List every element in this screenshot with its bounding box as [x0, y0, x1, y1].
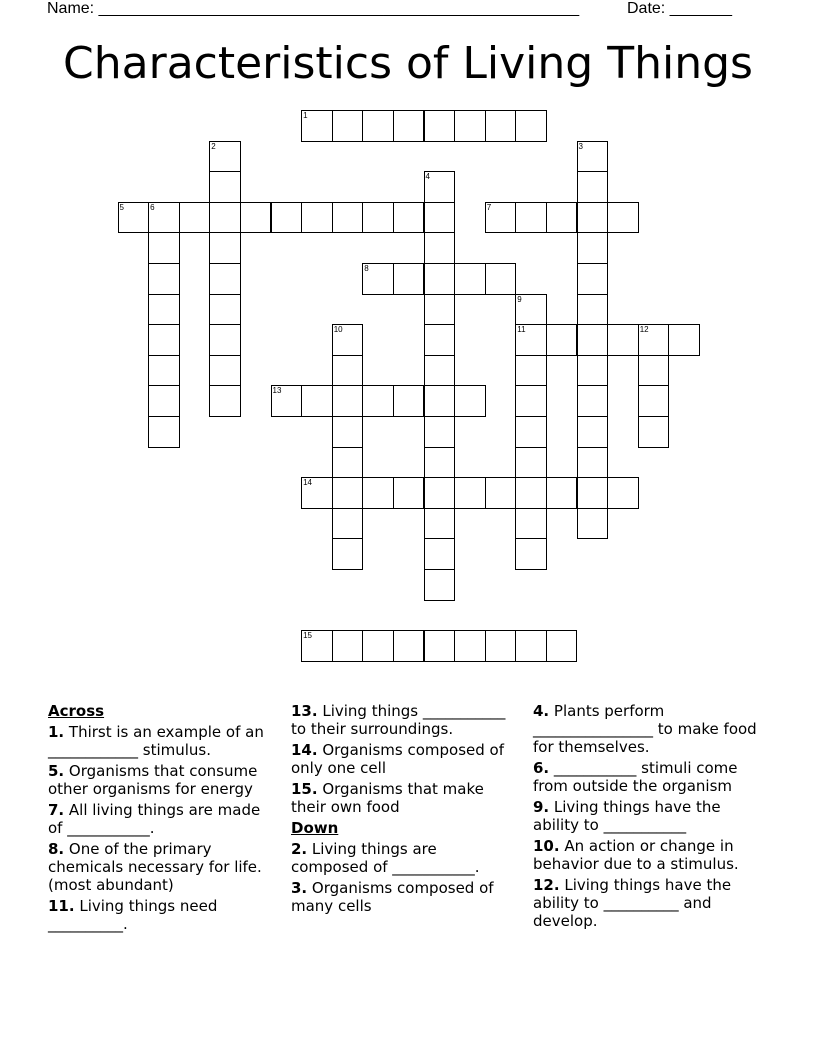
- across-clues-list: [48, 723, 273, 933]
- clues-column-2: [291, 702, 511, 918]
- grid-cell[interactable]: [332, 630, 364, 662]
- grid-cell[interactable]: [393, 477, 425, 509]
- grid-cell[interactable]: [577, 355, 609, 387]
- clue-num: 14.: [291, 741, 318, 759]
- grid-cell[interactable]: [577, 263, 609, 295]
- grid-cell[interactable]: [148, 232, 180, 264]
- grid-cell[interactable]: [515, 110, 547, 142]
- grid-cell[interactable]: [209, 202, 241, 234]
- clue-number-1: 1: [303, 111, 308, 120]
- clue-number-11: 11: [517, 325, 526, 335]
- grid-cell[interactable]: [148, 385, 180, 417]
- across-header: Across: [48, 702, 105, 720]
- grid-cell[interactable]: [393, 202, 425, 234]
- clue-item: [291, 780, 511, 816]
- clue-num: 3.: [291, 879, 308, 897]
- grid-cell[interactable]: [148, 416, 180, 448]
- grid-cell[interactable]: [485, 110, 517, 142]
- grid-cell[interactable]: [424, 110, 456, 142]
- grid-cell[interactable]: [424, 263, 456, 295]
- clue-num: 1.: [48, 723, 65, 741]
- grid-cell[interactable]: [515, 202, 547, 234]
- grid-cell[interactable]: [454, 477, 486, 509]
- grid-cell[interactable]: [515, 416, 547, 448]
- clue-number-14: 14: [303, 478, 312, 488]
- clue-number-2: 2: [211, 141, 216, 151]
- clue-text: All living things are made of ___________.: [48, 801, 261, 837]
- clue-item: [533, 702, 768, 756]
- clue-text: Plants perform ________________ to make food for themselves.: [533, 702, 757, 756]
- grid-cell[interactable]: [393, 385, 425, 417]
- grid-cell[interactable]: [332, 355, 364, 387]
- grid-cell[interactable]: [332, 447, 364, 479]
- clue-text: ___________ stimuli come from outside the organism: [533, 759, 738, 795]
- grid-cell[interactable]: [515, 477, 547, 509]
- grid-cell[interactable]: [362, 630, 394, 662]
- clue-number-7: 7: [486, 202, 492, 212]
- clue-number-13: 13: [272, 386, 282, 396]
- date-line: _______: [669, 0, 732, 17]
- grid-cell[interactable]: [515, 355, 547, 387]
- grid-cell[interactable]: [209, 385, 241, 417]
- grid-cell[interactable]: [424, 355, 456, 387]
- grid-cell[interactable]: [148, 355, 180, 387]
- grid-cell[interactable]: [515, 630, 547, 662]
- grid-cell[interactable]: [577, 385, 609, 417]
- clue-item: [291, 741, 511, 777]
- grid-cell[interactable]: [546, 477, 578, 509]
- grid-cell[interactable]: [424, 416, 456, 448]
- grid-cell[interactable]: [209, 232, 241, 264]
- clue-item: [291, 702, 511, 738]
- clue-item: [291, 879, 511, 915]
- clue-num: 11.: [48, 897, 75, 915]
- grid-cell[interactable]: [362, 477, 394, 509]
- grid-cell[interactable]: [393, 263, 425, 295]
- clue-num: 15.: [291, 780, 318, 798]
- grid-cell[interactable]: [301, 385, 333, 417]
- grid-cell[interactable]: [209, 324, 241, 356]
- clues-column-3: [533, 702, 768, 933]
- grid-cell[interactable]: [577, 508, 609, 540]
- clue-item: [291, 840, 511, 876]
- clue-item: [533, 759, 768, 795]
- grid-cell[interactable]: [454, 630, 486, 662]
- clue-number-8: 8: [364, 264, 369, 273]
- clue-text: Living things have the ability to __________ and develop.: [533, 876, 732, 930]
- clue-text: Organisms composed of only one cell: [291, 741, 504, 777]
- grid-cell[interactable]: [424, 538, 456, 570]
- grid-cell[interactable]: [668, 324, 700, 356]
- clue-num: 13.: [291, 702, 318, 720]
- clue-text: Thirst is an example of an ____________ stimulus.: [48, 723, 264, 759]
- clue-item: [533, 798, 768, 834]
- down-clues-list: [291, 840, 511, 915]
- grid-cell[interactable]: [577, 477, 609, 509]
- clue-num: 10.: [533, 837, 560, 855]
- grid-cell[interactable]: [515, 385, 547, 417]
- grid-cell[interactable]: [332, 110, 364, 142]
- across-clues-list-continued: [291, 702, 511, 816]
- clue-item: [48, 840, 273, 894]
- grid-cell[interactable]: [332, 385, 364, 417]
- grid-cell[interactable]: [424, 447, 456, 479]
- name-line: ______________________________________________________: [98, 0, 580, 17]
- clue-num: 2.: [291, 840, 308, 858]
- grid-cell[interactable]: [424, 385, 456, 417]
- clue-text: Living things ___________ to their surroundings.: [291, 702, 506, 738]
- grid-cell[interactable]: [485, 630, 517, 662]
- grid-cell[interactable]: [485, 477, 517, 509]
- grid-cell[interactable]: [546, 324, 578, 356]
- grid-cell[interactable]: [454, 263, 486, 295]
- grid-cell[interactable]: [332, 416, 364, 448]
- grid-cell[interactable]: [362, 385, 394, 417]
- clue-item: [533, 837, 768, 873]
- grid-cell[interactable]: [424, 324, 456, 356]
- grid-cell[interactable]: [577, 447, 609, 479]
- grid-cell[interactable]: [577, 324, 609, 356]
- clues-column-1: [48, 702, 273, 936]
- grid-cell[interactable]: [332, 538, 364, 570]
- clue-text: Living things have the ability to ___________: [533, 798, 721, 834]
- grid-cell[interactable]: [332, 202, 364, 234]
- clue-text: Living things are composed of ___________.: [291, 840, 480, 876]
- date-label: Date:: [627, 0, 666, 17]
- page-title: Characteristics of Living Things: [63, 38, 753, 89]
- clue-number-10: 10: [333, 325, 343, 335]
- grid-cell[interactable]: [515, 447, 547, 479]
- grid-cell[interactable]: [362, 110, 394, 142]
- grid-cell[interactable]: [577, 232, 609, 264]
- grid-cell[interactable]: [209, 171, 241, 203]
- grid-cell[interactable]: [424, 569, 456, 601]
- grid-cell[interactable]: [485, 263, 517, 295]
- clue-num: 5.: [48, 762, 65, 780]
- clue-number-12: 12: [639, 325, 649, 335]
- grid-cell[interactable]: [209, 263, 241, 295]
- clue-num: 12.: [533, 876, 560, 894]
- grid-cell[interactable]: [424, 294, 456, 326]
- grid-cell[interactable]: [577, 416, 609, 448]
- grid-cell[interactable]: [332, 477, 364, 509]
- clue-text: Living things need __________.: [48, 897, 218, 933]
- clue-text: Organisms that consume other organisms for energy: [48, 762, 258, 798]
- grid-cell[interactable]: [240, 202, 272, 234]
- grid-cell[interactable]: [546, 202, 578, 234]
- clue-num: 6.: [533, 759, 550, 777]
- grid-cell[interactable]: [424, 232, 456, 264]
- grid-cell[interactable]: [209, 294, 241, 326]
- clue-text: Organisms composed of many cells: [291, 879, 494, 915]
- grid-cell[interactable]: [148, 263, 180, 295]
- grid-cell[interactable]: [607, 477, 639, 509]
- grid-cell[interactable]: [577, 171, 609, 203]
- grid-cell[interactable]: [179, 202, 211, 234]
- grid-cell[interactable]: [301, 202, 333, 234]
- clue-item: [48, 897, 273, 933]
- clue-text: An action or change in behavior due to a stimulus.: [533, 837, 739, 873]
- clue-number-9: 9: [517, 294, 522, 304]
- clue-item: [48, 762, 273, 798]
- grid-cell[interactable]: [393, 630, 425, 662]
- clue-num: 4.: [533, 702, 550, 720]
- grid-cell[interactable]: [424, 477, 456, 509]
- clue-text: One of the primary chemicals necessary for life. (most abundant): [48, 840, 262, 894]
- clue-num: 9.: [533, 798, 550, 816]
- grid-cell[interactable]: [515, 538, 547, 570]
- grid-cell[interactable]: [515, 508, 547, 540]
- grid-cell[interactable]: [454, 110, 486, 142]
- grid-cell[interactable]: [638, 385, 670, 417]
- grid-cell[interactable]: [454, 385, 486, 417]
- grid-cell[interactable]: [332, 508, 364, 540]
- grid-cell[interactable]: [607, 202, 639, 234]
- grid-cell[interactable]: [577, 294, 609, 326]
- grid-cell[interactable]: [424, 202, 456, 234]
- clue-item: [48, 723, 273, 759]
- clue-number-6: 6: [150, 202, 155, 212]
- clue-number-15: 15: [303, 631, 312, 641]
- grid-cell[interactable]: [271, 202, 303, 234]
- grid-cell[interactable]: [148, 294, 180, 326]
- grid-cell[interactable]: [546, 630, 578, 662]
- down-header: Down: [291, 819, 339, 837]
- clue-num: 8.: [48, 840, 65, 858]
- clue-item: [48, 801, 273, 837]
- grid-cell[interactable]: [638, 416, 670, 448]
- grid-cell[interactable]: [393, 110, 425, 142]
- clue-item: [533, 876, 768, 930]
- clue-number-4: 4: [425, 172, 430, 182]
- grid-cell[interactable]: [209, 355, 241, 387]
- grid-cell[interactable]: [638, 355, 670, 387]
- clue-number-5: 5: [119, 202, 124, 212]
- clue-number-3: 3: [578, 141, 583, 151]
- clue-text: Organisms that make their own food: [291, 780, 484, 816]
- clue-num: 7.: [48, 801, 65, 819]
- grid-cell[interactable]: [424, 630, 456, 662]
- down-clues-list-continued: [533, 702, 768, 930]
- grid-cell[interactable]: [607, 324, 639, 356]
- grid-cell[interactable]: [577, 202, 609, 234]
- name-label: Name:: [47, 0, 95, 17]
- grid-cell[interactable]: [362, 202, 394, 234]
- grid-cell[interactable]: [424, 508, 456, 540]
- grid-cell[interactable]: [148, 324, 180, 356]
